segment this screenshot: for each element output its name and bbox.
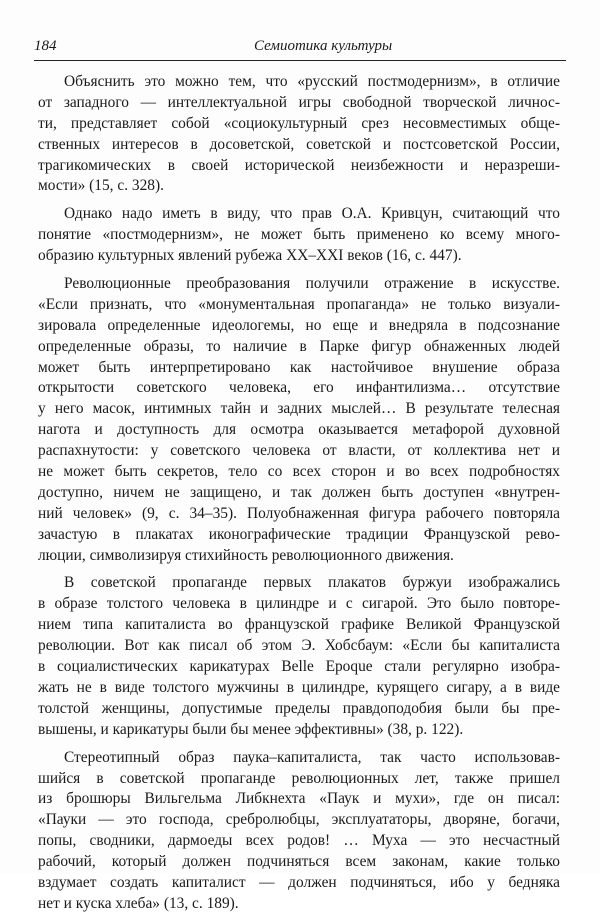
paragraph xyxy=(38,748,560,915)
text-line: открытости советского человека, его инфантилизма… отсутствие xyxy=(38,379,560,397)
text-line: распахнутости: у советского человека от власти, от коллектива нет и xyxy=(38,442,560,460)
text-line: в образе толстого человека в цилиндре и с сигарой. Это было повторе- xyxy=(38,595,560,613)
text-line: революции. Вот как писал об этом Э. Хобсбаум: «Если бы капиталиста xyxy=(38,637,560,655)
text-line: «Если признать, что «монументальная пропаганда» не только визуали- xyxy=(38,295,560,313)
paragraph xyxy=(38,274,560,566)
text-line: определенные образы, то наличие в Парке фигур обнаженных людей xyxy=(38,337,560,355)
body-text xyxy=(38,72,560,922)
text-line: Стереотипный образ паука–капиталиста, так часто использовав- xyxy=(64,748,560,766)
text-line: образию культурных явлений рубежа XX–XXI веков (16, с. 447). xyxy=(38,247,462,265)
text-line: ти, представляет собой «социокультурный срез несовместимых обще- xyxy=(38,114,560,132)
page-header xyxy=(34,30,566,61)
text-line: зачастую в плакатах иконографические традиции Французской рево- xyxy=(38,525,560,543)
text-line: толстой женщины, допустимые пределы правдоподобия были бы пре- xyxy=(38,699,560,717)
text-line: нием типа капиталиста во французской графике Великой Французской xyxy=(38,616,560,634)
text-line: вышены, и карикатуры были бы менее эффективны» (38, p. 122). xyxy=(38,720,464,738)
text-line: из брошюры Вильгельма Либкнехта «Паук и мухи», где он писал: xyxy=(38,790,560,808)
text-line: рабочий, который должен подчиняться всем законам, какие только xyxy=(38,853,560,871)
text-line: понятие «постмодернизм», не может быть применено ко всему много- xyxy=(38,226,560,244)
text-line: шийся в советской пропаганде революционных лет, также пришел xyxy=(38,769,560,787)
text-line: жать не в виде толстого мужчины в цилиндре, курящего сигару, а в виде xyxy=(38,678,560,696)
text-line: мости» (15, с. 328). xyxy=(38,177,164,195)
text-line: Революционные преобразования получили отражение в искусстве. xyxy=(64,275,560,293)
text-line: люции, символизируя стихийность революционного движения. xyxy=(38,546,454,564)
text-line: ний человек» (9, с. 34–35). Полуобнаженная фигура рабочего повторяла xyxy=(38,504,560,522)
text-line: от западного — интеллектуальной игры свободной творческой личнос- xyxy=(38,93,560,111)
text-line: зировала определенные идеологемы, но еще и внедряла в подсознание xyxy=(38,316,560,334)
page-number: 184 xyxy=(34,38,57,54)
paragraph xyxy=(38,72,560,197)
paragraph xyxy=(38,573,560,740)
text-line: доступно, ничем не защищено, и так должен быть доступен «внутрен- xyxy=(38,483,560,501)
text-line: нагота и доступность для осмотра оказывается метафорой духовной xyxy=(38,421,560,439)
text-line: трагикомических в своей исторической неизбежности и неразреши- xyxy=(38,156,560,174)
text-line: В советской пропаганде первых плакатов буржуи изображались xyxy=(64,574,560,592)
running-title: Семиотика культуры xyxy=(254,38,393,54)
text-line: Объяснить это можно тем, что «русский постмодернизм», в отличие xyxy=(64,73,560,90)
text-line: вздумает создать капиталист — должен подчиняться, ибо у бедняка xyxy=(38,873,560,891)
text-line: может быть интерпретировано как настойчивое внушение образа xyxy=(38,358,560,376)
text-line: в социалистических карикатурах Belle Epoque стали регулярно изобра- xyxy=(38,658,560,676)
text-line: нет и куска хлеба» (13, с. 189). xyxy=(38,894,239,912)
text-line: Однако надо иметь в виду, что прав О.А. Кривцун, считающий что xyxy=(64,205,560,223)
paragraph xyxy=(38,204,560,267)
text-line: «Пауки — это господа, сребролюбцы, эксплуататоры, дворяне, богачи, xyxy=(38,811,560,829)
text-line: не может быть секретов, тело со всех сторон и во всех подробностях xyxy=(38,463,560,481)
text-line: попы, сводники, дармоеды всех родов! … Муха — это несчастный xyxy=(38,832,560,850)
text-line: ственных интересов в досоветской, советской и постсоветской России, xyxy=(38,135,560,153)
text-line: у него масок, интимных тайн и задних мыслей… В результате телесная xyxy=(38,400,560,418)
